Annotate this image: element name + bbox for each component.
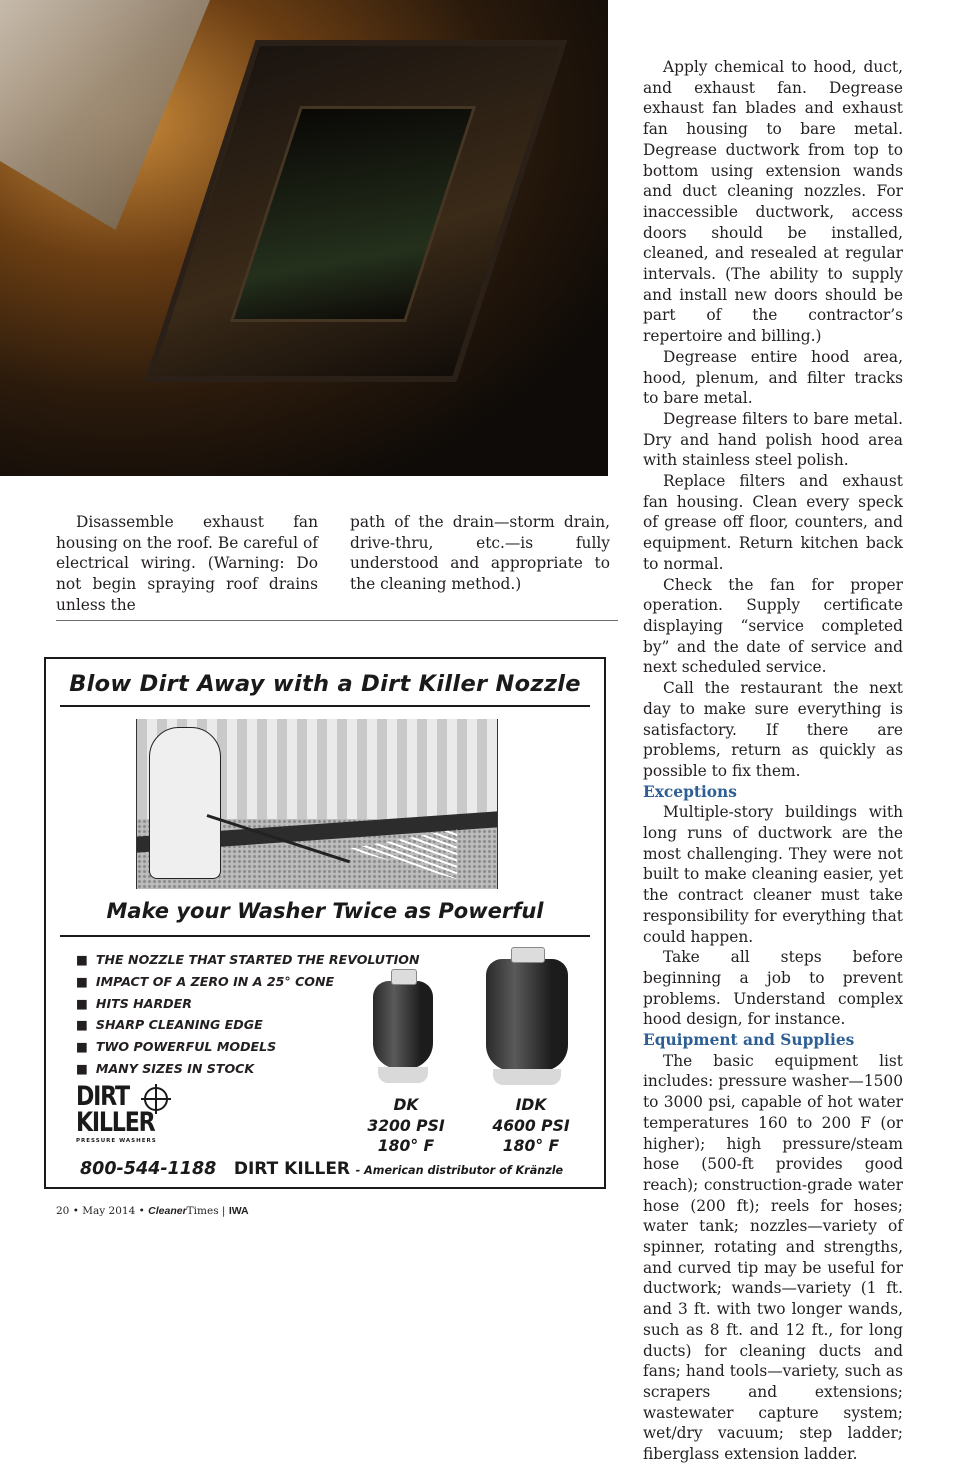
model-name: DK xyxy=(393,1096,419,1114)
phone-number: 800-544-1188 xyxy=(80,1159,217,1179)
divider xyxy=(56,620,618,621)
photo-caption-right xyxy=(350,512,610,595)
page-footer: 20 • May 2014 • CleanerTimes | IWA xyxy=(56,1205,249,1217)
article-paragraph: Apply chemical to hood, duct, and exhaust fan. Degrease exhaust fan blades and exhaust fan housing to bare metal. Degrease ductwork from top to bottom using extension wands and duct cleaning nozzles. For inaccessible ductwork, access doors should be installed, cleaned, and resealed at regular intervals. (The ability to supply and install new doors should be part of the contractor’s repertoire and billing.) xyxy=(643,58,903,346)
nozzle-tip-shape xyxy=(391,969,417,985)
ad-feature: ■ SHARP CLEANING EDGE xyxy=(76,1014,420,1036)
model-name: IDK xyxy=(515,1096,547,1114)
publication-name-b: Times xyxy=(186,1205,219,1217)
ad-feature: ■ THE NOZZLE THAT STARTED THE REVOLUTION xyxy=(76,949,420,971)
ad-footer xyxy=(80,1159,563,1179)
model-temp: 180° F xyxy=(377,1137,435,1155)
model-dk xyxy=(351,1095,461,1157)
article-paragraph: Degrease filters to bare metal. Dry and hand polish hood area with stainless steel polish. xyxy=(643,409,903,470)
dk-nozzle-image xyxy=(373,981,433,1069)
ad-subheadline: Make your Washer Twice as Powerful xyxy=(106,899,544,923)
caption-text-left: Disassemble exhaust fan housing on the roof. Be careful of electrical wiring. (Warning: Do not begin spraying roof drains unless the xyxy=(56,513,318,614)
ad-rule-mid xyxy=(60,935,590,937)
nozzle-base-shape xyxy=(493,1069,562,1085)
logo-word-1: DIRT xyxy=(76,1081,129,1112)
duct-interior-shape xyxy=(230,106,476,322)
nozzle-base-shape xyxy=(378,1067,428,1083)
article-paragraph: Multiple-story buildings with long runs of ductwork are the most challenging. They were not built to make cleaning easier, yet the contract cleaner must take responsibility for everything that could happen. xyxy=(643,803,903,946)
heading-equipment: Equipment and Supplies xyxy=(643,1031,855,1050)
ad-feature: ■ MANY SIZES IN STOCK xyxy=(76,1058,420,1080)
dirt-killer-ad xyxy=(44,657,606,1189)
ad-feature-list xyxy=(76,949,420,1080)
ad-feature: ■ TWO POWERFUL MODELS xyxy=(76,1036,420,1058)
caption-text-right: path of the drain—storm drain, drive-thru, etc.—is fully understood and appropriate to the cleaning method.) xyxy=(350,513,610,594)
worker-figure xyxy=(149,727,221,879)
model-psi: 3200 PSI xyxy=(367,1116,445,1135)
publication-name-c: IWA xyxy=(228,1205,249,1217)
model-psi: 4600 PSI xyxy=(492,1116,570,1135)
nozzle-tip-shape xyxy=(511,947,546,963)
steel-panel-shape xyxy=(0,0,210,230)
model-idk xyxy=(476,1095,586,1157)
article-paragraph: Check the fan for proper operation. Supply certificate displaying “service completed by” and the date of service and next scheduled service. xyxy=(643,575,903,677)
logo-tagline: PRESSURE WASHERS xyxy=(76,1138,157,1144)
article-paragraph: Degrease entire hood area, hood, plenum, and filter tracks to bare metal. xyxy=(643,347,903,408)
duct-opening-shape xyxy=(144,40,567,382)
article-paragraph: Call the restaurant the next day to make sure everything is satisfactory. If there are problems, return as quickly as possible to fix them. xyxy=(643,679,903,780)
dirt-killer-logo xyxy=(76,1081,160,1144)
issue-date: May 2014 xyxy=(82,1205,136,1217)
article-paragraph: Replace filters and exhaust fan housing. Clean every speck of grease off floor, counters, and equipment. Return kitchen back to normal. xyxy=(643,472,903,573)
article-paragraph: The basic equipment list includes: pressure washer—1500 to 3000 psi, capable of hot water temperatures 160 to 200 F (or higher); high pressure/steam hose (500-ft provides good reach); construction-grade water hose (200 ft); reels for hoses; water tank; nozzles—variety of spinner, rotating and strengths, and curved tip may be useful for ductwork; wands—variety (1 ft. and 3 ft. with two longer wands, such as 8 ft. and 12 ft., for long ducts) for cleaning ducts and fans; hand tools—variety, such as scrapers and extensions; wastewater capture system; wet/dry vacuum; step ladder; fiberglass extension ladder. xyxy=(643,1051,903,1464)
pressure-washing-illustration xyxy=(136,719,498,889)
ad-feature: ■ HITS HARDER xyxy=(76,993,420,1015)
heading-exceptions: Exceptions xyxy=(643,782,737,801)
duct-photo xyxy=(0,0,608,476)
brand-name: DIRT KILLER xyxy=(233,1159,351,1179)
article-paragraph: Take all steps before beginning a job to prevent problems. Understand complex hood design, for instance. xyxy=(643,948,903,1029)
idk-nozzle-image xyxy=(486,959,568,1071)
page-number: 20 xyxy=(56,1205,70,1217)
photo-caption-left xyxy=(56,512,318,616)
distributor-note: - American distributor of Kränzle xyxy=(355,1164,564,1177)
logo-word-2: KILLER xyxy=(76,1107,155,1138)
article-column xyxy=(643,57,903,1465)
model-temp: 180° F xyxy=(502,1137,560,1155)
ad-headline: Blow Dirt Away with a Dirt Killer Nozzle xyxy=(69,671,581,697)
ad-feature: ■ IMPACT OF A ZERO IN A 25° CONE xyxy=(76,971,420,993)
publication-name-a: Cleaner xyxy=(148,1205,187,1217)
ad-rule-top xyxy=(60,705,590,707)
